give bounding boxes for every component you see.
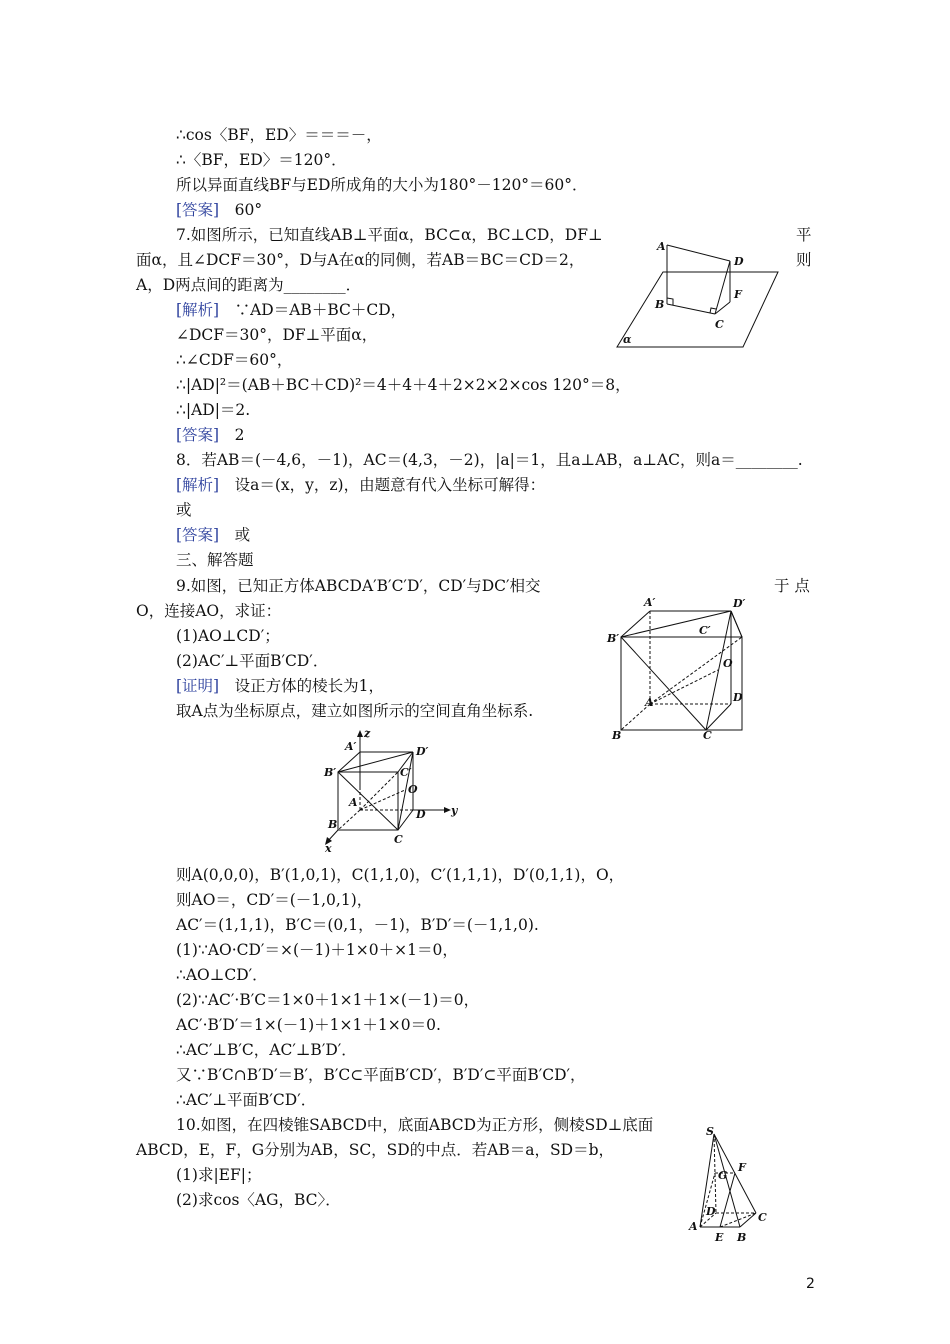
text-content: ∴cos〈BF，ED〉＝＝＝－， [176, 126, 382, 144]
text-line [176, 175, 588, 195]
text-content: 三、解答题 [176, 551, 254, 569]
figc-label-a: A [349, 796, 358, 809]
text-line [176, 990, 479, 1010]
text-content: AC′＝(1,1,1)，B′C＝(0,1，－1)，B′D′＝(－1,1,0). [176, 916, 539, 934]
right-fragment: 平 [796, 226, 812, 244]
figure-9-cube [606, 594, 756, 744]
page-number: 2 [806, 1276, 815, 1292]
text-line [176, 450, 803, 470]
text-line [176, 651, 328, 671]
fig9-label-d1: D′ [733, 597, 746, 610]
text-line [176, 890, 372, 910]
fig10-label-a: A [689, 1220, 698, 1233]
text-line [176, 965, 268, 985]
right-fragment: 则 [796, 251, 812, 269]
fig7-label-f: F [734, 288, 742, 301]
figc-label-c: C [394, 833, 403, 846]
fig7-label-d: D [734, 255, 744, 268]
text-line [176, 200, 262, 220]
fig9-label-c1: C′ [699, 624, 711, 637]
fig7-label-alpha: α [623, 333, 632, 346]
text-content: (1)求|EF|； [176, 1166, 262, 1184]
fig7-label-c: C [715, 318, 724, 331]
fig9-label-a: A [645, 696, 654, 709]
text-content: 设a＝(x，y，z)，由题意有代入坐标可解得： [219, 476, 546, 494]
text-content: (1)∵AO·CD′＝×(－1)＋1×0＋×1＝0， [176, 941, 458, 959]
text-line [176, 1040, 357, 1060]
text-line [176, 1190, 341, 1210]
text-line [176, 500, 192, 520]
text-content: ∴∠CDF＝60°， [176, 351, 293, 369]
text-line [176, 1065, 586, 1085]
text-line [176, 400, 250, 420]
text-content: 设正方体的棱长为1， [219, 677, 384, 695]
text-content: A，D两点间的距离为________． [136, 276, 362, 294]
text-content: ∠DCF＝30°，DF⊥平面α， [176, 326, 378, 344]
text-line [176, 1165, 261, 1185]
figc-label-d: D [416, 808, 426, 821]
figc-label-o: O [408, 783, 418, 796]
text-line [176, 1090, 316, 1110]
figc-label-x: x [325, 842, 332, 855]
text-content: ∵AD＝AB＋BC＋CD， [219, 301, 407, 319]
figc-label-d1: D′ [416, 745, 429, 758]
text-line [136, 275, 361, 295]
fig10-label-f: F [738, 1161, 746, 1174]
text-content: 2 [219, 426, 245, 444]
text-line [176, 940, 458, 960]
text-content: ∴AC′⊥平面B′CD′． [176, 1091, 317, 1109]
text-line [136, 601, 281, 621]
fig7-label-b: B [655, 298, 665, 311]
fig9-label-a1: A′ [644, 596, 656, 609]
text-content: 面α，且∠DCF＝30°，D与A在α的同侧，若AB＝BC＝CD＝2， [136, 251, 585, 269]
text-content: 或 [219, 526, 251, 544]
fig10-label-c: C [758, 1211, 767, 1224]
text-content: 所以异面直线BF与ED所成角的大小为180°－120°＝60°． [176, 176, 588, 194]
fig9-label-b: B [612, 729, 622, 742]
figc-label-y: y [451, 804, 458, 817]
text-line [176, 300, 406, 320]
text-content: 7.如图所示，已知直线AB⊥平面α，BC⊂α，BC⊥CD，DF⊥ [176, 226, 603, 244]
section-tag: [答案] [176, 201, 220, 219]
section-tag: [解析] [176, 301, 220, 319]
fig9-label-o: O [723, 657, 733, 670]
text-content: ∴|AD|＝2. [176, 401, 251, 419]
text-line [176, 701, 533, 721]
text-content: AC′·B′D′＝1×(－1)＋1×1＋1×0＝0. [176, 1016, 441, 1034]
text-line [176, 576, 541, 596]
fig10-label-g: G [718, 1169, 728, 1182]
text-content: 取A点为坐标原点，建立如图所示的空间直角坐标系. [176, 702, 534, 720]
right-fragment: 于 点 [774, 577, 810, 595]
text-line [176, 125, 382, 145]
fig9-label-d: D [733, 691, 743, 704]
figure-7-plane-diagram [615, 240, 785, 352]
fig7-label-a: A [657, 240, 666, 253]
text-line [176, 865, 624, 885]
text-content: ∴AC′⊥B′C，AC′⊥B′D′． [176, 1041, 357, 1059]
text-line [176, 915, 539, 935]
section-tag: [解析] [176, 476, 220, 494]
text-line [176, 475, 545, 495]
text-content: 60° [219, 201, 263, 219]
text-content: (2)AC′⊥平面B′CD′． [176, 652, 329, 670]
text-content: ∴|AD|²＝(AB＋BC＋CD)²＝4＋4＋4＋2×2×2×cos 120°＝8， [176, 376, 631, 394]
section-tag: [证明] [176, 677, 220, 695]
text-line [176, 525, 250, 545]
text-line [176, 1015, 441, 1035]
text-content: 又∵B′C∩B′D′＝B′，B′C⊂平面B′CD′，B′D′⊂平面B′CD′， [176, 1066, 586, 1084]
fig10-label-b: B [737, 1231, 747, 1244]
text-line [176, 225, 603, 245]
text-content: 或 [176, 501, 192, 519]
text-content: ∴〈BF，ED〉＝120°． [176, 151, 347, 169]
figc-label-b: B [328, 818, 338, 831]
figure-10-pyramid [686, 1124, 776, 1249]
figc-label-a1: A′ [345, 740, 357, 753]
text-content: 9.如图，已知正方体ABCDA′B′C′D′，CD′与DC′相交 [176, 577, 541, 595]
figure-9-coordinate-cube [320, 728, 470, 853]
figc-label-z: z [364, 727, 371, 740]
section-tag: [答案] [176, 526, 220, 544]
text-content: O，连接AO，求证： [136, 602, 282, 620]
text-content: ABCD，E，F，G分别为AB，SC，SD的中点．若AB＝a，SD＝b， [136, 1141, 615, 1159]
fig9-label-b1: B′ [607, 632, 620, 645]
fig10-label-e: E [715, 1231, 724, 1244]
text-line [176, 550, 254, 570]
text-content: (1)AO⊥CD′； [176, 627, 280, 645]
text-content: 8．若AB＝(－4,6，－1)，AC＝(4,3，－2)，|a|＝1，且a⊥AB，a⊥AC，则a＝________. [176, 451, 803, 469]
text-content: 则A(0,0,0)，B′(1,0,1)，C(1,1,0)，C′(1,1,1)，D′(0,1,1)，O， [176, 866, 625, 884]
fig10-label-d: D [706, 1205, 716, 1218]
text-line [176, 150, 347, 170]
text-line [176, 425, 244, 445]
text-line [176, 375, 631, 395]
text-line [176, 626, 280, 646]
text-line [176, 1115, 653, 1135]
text-line [176, 350, 292, 370]
text-content: 则AO＝，CD′＝(－1,0,1)， [176, 891, 373, 909]
text-line [176, 676, 384, 696]
text-line [136, 250, 584, 270]
section-tag: [答案] [176, 426, 220, 444]
text-content: 10.如图，在四棱锥SABCD中，底面ABCD为正方形，侧棱SD⊥底面 [176, 1116, 654, 1134]
text-line [176, 325, 377, 345]
text-line [136, 1140, 614, 1160]
figc-label-c1: C′ [400, 766, 412, 779]
figc-label-b1: B′ [324, 766, 337, 779]
fig10-label-s: S [706, 1125, 714, 1138]
text-content: (2)求cos〈AG，BC〉． [176, 1191, 341, 1209]
text-content: ∴AO⊥CD′． [176, 966, 268, 984]
fig9-label-c: C [703, 729, 712, 742]
text-content: (2)∵AC′·B′C＝1×0＋1×1＋1×(－1)＝0， [176, 991, 480, 1009]
